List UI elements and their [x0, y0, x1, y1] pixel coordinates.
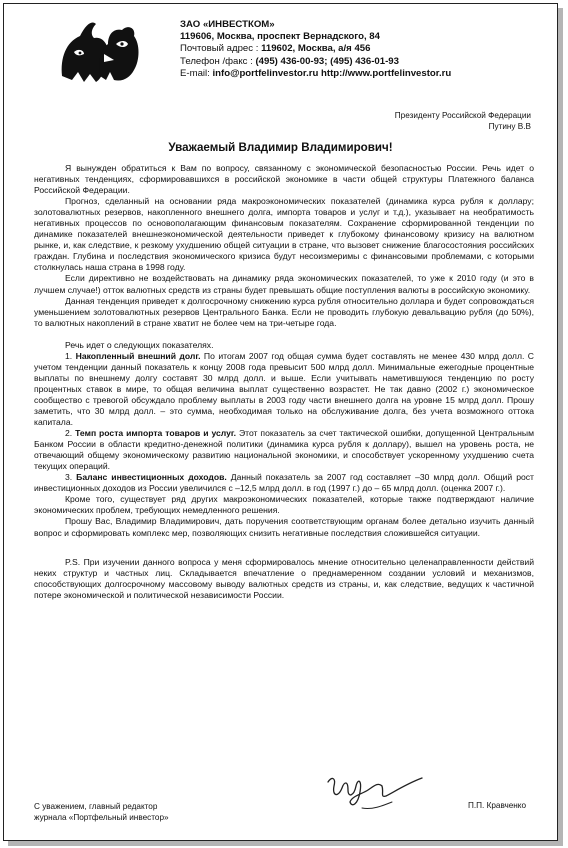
- handwritten-signature: [322, 768, 427, 818]
- letterhead: [180, 19, 451, 80]
- paragraph-6: Кроме того, существует ряд других макроэкономических показателей, которые также подтверждают наличие экономических проблем, требующих немедленного решения.: [34, 494, 534, 516]
- addressee-line2: Путину В.В: [488, 122, 531, 131]
- signer-name: П.П. Кравченко: [468, 801, 527, 810]
- closing-line1: С уважением, главный редактор: [34, 802, 158, 811]
- item-text: Этот показатель за счет тактической ошибки, допущенной Центральным Банком России в области кредитно-денежной политики (динамика курса рубля к доллару), вышел на уровень роста, не отвечающий общему экономическому развитию национальной экономики, и способствует ускоренному ухудшению счета текущих операций.: [34, 428, 534, 472]
- letter-page: [3, 3, 558, 841]
- item-title: Накопленный внешний долг.: [75, 350, 201, 361]
- closing-line2: журнала «Портфельный инвестор»: [34, 813, 169, 822]
- paragraph-2: Прогноз, сделанный на основании ряда макроэкономических показателей (динамика курса рубля к доллару; золотовалютных резервов, накопленного внешнего долга, импорта товаров и услуг и т.д.), указывает на необратимость негативных процессов по основополагающим финансовым показателям. Сохранение сформированной тенденции по динамике показателей внешнеэкономической деятельности приведет к глубокому финансовому кризису на валютном рынке, и, как следствие, к резкому ухудшению общей ситуации в стране, что вызовет снижение благосостояния российских граждан. Глубина и последствия экономического кризиса будут несоизмеримы с финансовыми проблемами, с которыми столкнулась наша страна в 1998 году.: [34, 196, 534, 273]
- phone-label: Телефон /факс :: [180, 55, 256, 67]
- list-item-3: [34, 472, 534, 494]
- item-number: 1.: [65, 350, 76, 361]
- salutation: Уважаемый Владимир Владимирович!: [168, 141, 393, 154]
- postal-address: [180, 43, 451, 55]
- item-text: Данный показатель за 2007 год составляет –30 млрд долл. Общий рост инвестиционных доходов из России увеличился с –12,5 млрд долл. в год (1997 г.) до – 65 млрд долл. (оценка 2007 г.).: [34, 472, 534, 494]
- item-title: Темп роста импорта товаров и услуг.: [75, 428, 237, 439]
- addressee: [395, 110, 531, 132]
- paragraph-1: Я вынужден обратиться к Вам по вопросу, связанному с экономической безопасностью России. Речь идет о негативных тенденциях, сформировавшихся в российской экономике в части общей структуры Платежного баланса Российской Федерации.: [34, 163, 534, 196]
- closing: [34, 801, 169, 823]
- postal-label: Почтовый адрес :: [180, 43, 262, 55]
- email-web: [180, 68, 451, 80]
- company-name: ЗАО «ИНВЕСТКОМ»: [180, 19, 275, 30]
- paragraph-4: Данная тенденция приведет к долгосрочному снижению курса рубля относительно доллара и будет сопровождаться уменьшением золотовалютных резервов Центрального Банка. Если не проводить глубокую девальвацию рубля (до 50%), то валютных накоплений в стране хватит не более чем на три-четыре года.: [34, 295, 534, 328]
- email-label: E-mail:: [180, 67, 213, 79]
- addressee-line1: Президенту Российской Федерации: [394, 111, 531, 120]
- list-item-1: [34, 351, 534, 428]
- postal-value: 119602, Москва, а/я 456: [261, 43, 371, 55]
- phone-value: (495) 436-00-93; (495) 436-01-93: [255, 55, 399, 67]
- item-text: По итогам 2007 год общая сумма будет составлять не менее 430 млрд долл. С учетом тенденции данный показатель к концу 2008 года превысит 500 млрд долл. Минимальные ежегодные процентные выплаты по внешнему долгу составят 30 млрд долл. и выше. Если учитывать наметившуюся тенденцию по росту процентных ставок в мире, то общая величина выплат существенно возрастет. Не так давно (2002 г.) экономическое сообщество с тревогой обсуждало проблему выплаты в 2003 году части внешнего долга на уровне 15 млрд долл. Прошу заметить, что 30 млрд долл. – это сумма, необходимая только на обслуживание долга, без учета возможного оттока капитала.: [34, 350, 535, 428]
- paragraph-3: Если директивно не воздействовать на динамику ряда экономических показателей, то уже к 2010 году (и это в лучшем случае!) отток валютных средств из страны будет превышать общие поступления валюты в российскую экономику.: [34, 273, 534, 295]
- company-address: 119606, Москва, проспект Вернадского, 84: [180, 31, 380, 43]
- email-value: info@portfelinvestor.ru http://www.portfelinvestor.ru: [212, 67, 452, 79]
- letter-body: [34, 163, 534, 601]
- item-number: 2.: [65, 428, 76, 439]
- item-title: Баланс инвестиционных доходов.: [76, 472, 227, 483]
- item-number: 3.: [65, 472, 77, 483]
- company-logo: [56, 14, 142, 86]
- list-item-2: [34, 428, 534, 472]
- paragraph-5: Речь идет о следующих показателях.: [65, 339, 214, 350]
- postscript: P.S. При изучении данного вопроса у меня сформировалось мнение относительно целенаправленности действий неких структур и частных лиц. Складывается впечатление о преднамеренном создании условий и механизмов, способствующих долгосрочному массовому выводу валютных средств из страны, и, как следствие, ведущих к частичной потере экономической и политической независимости России.: [34, 556, 534, 600]
- phone-fax: [180, 56, 451, 68]
- paragraph-7: Прошу Вас, Владимир Владимирович, дать поручения соответствующим органам более детально изучить данный вопрос и сформировать комплекс мер, позволяющих снизить негативные последствия сложившейся ситуации.: [34, 516, 534, 538]
